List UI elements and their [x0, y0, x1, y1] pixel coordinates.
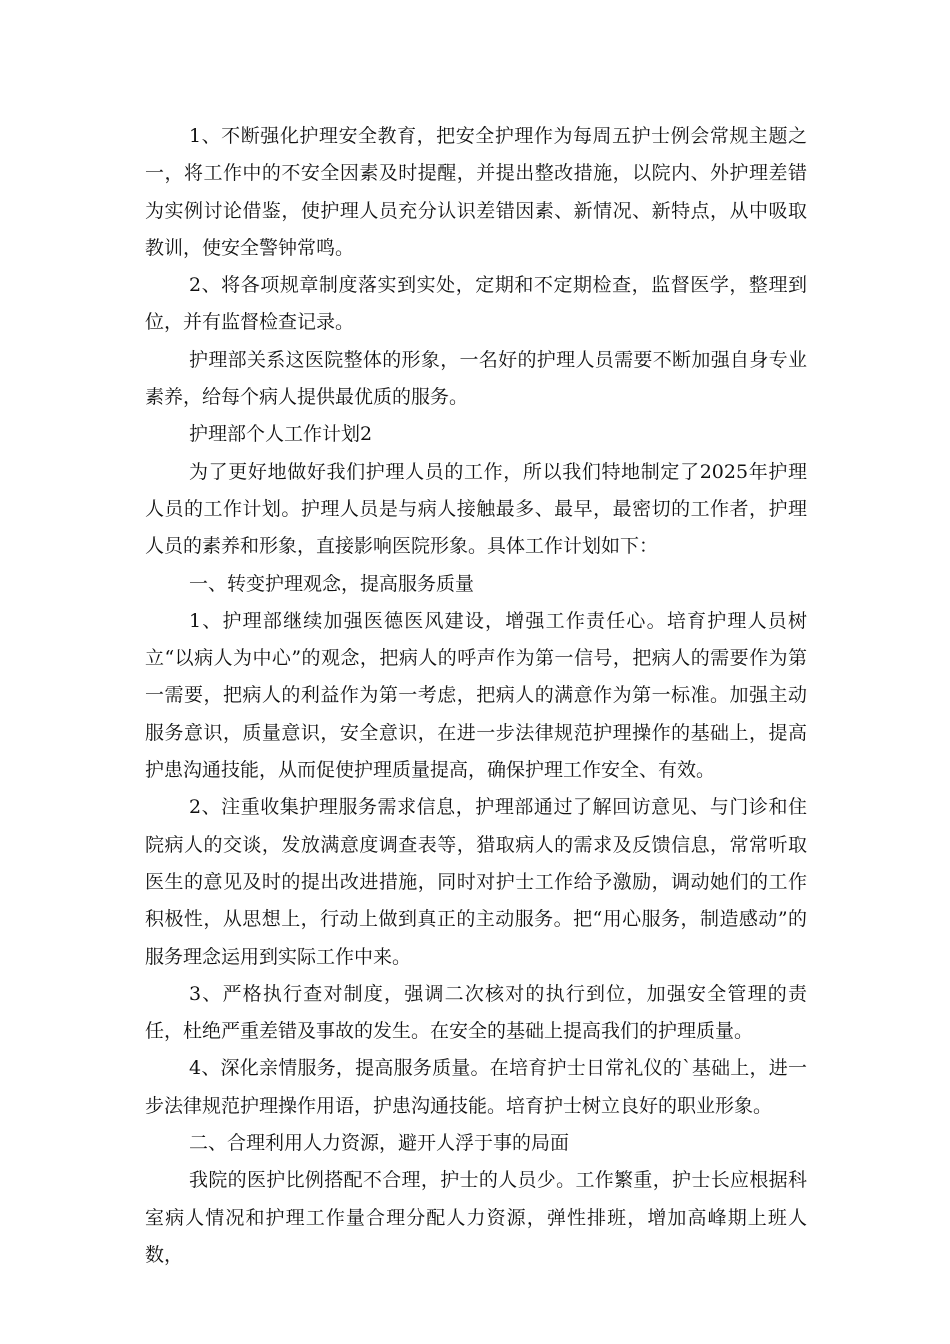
paragraph-rules-implementation: 2、将各项规章制度落实到实处，定期和不定期检查，监督医学，整理到位，并有监督检查记录。 [145, 274, 807, 334]
paragraph-check-system: 3、严格执行查对制度，强调二次核对的执行到位，加强安全管理的责任，杜绝严重差错及事故的发生。在安全的基础上提高我们的护理质量。 [145, 982, 807, 1043]
section-title-plan-2: 护理部个人工作计划2 [189, 423, 373, 446]
document-body [145, 118, 807, 1274]
paragraph-hospital-image: 护理部关系这医院整体的形象，一名好的护理人员需要不断加强自身专业素养，给每个病人提供最优质的服务。 [145, 348, 807, 409]
paragraph-safety-education: 1、不断强化护理安全教育，把安全护理作为每周五护士例会常规主题之一，将工作中的不安全因素及时提醒，并提出整改措施，以院内、外护理差错为实例讨论借鉴，使护理人员充分认识差错因素、新情况、新特点，从中吸取教训，使安全警钟常鸣。 [145, 125, 807, 259]
heading-change-concept: 一、转变护理观念，提高服务质量 [189, 572, 475, 595]
paragraph-staffing: 我院的医护比例搭配不合理，护士的人员少。工作繁重，护士长应根据科室病人情况和护理工作量合理分配人力资源，弹性排班，增加高峰期上班人数， [145, 1169, 807, 1266]
heading-human-resources: 二、合理利用人力资源，避开人浮于事的局面 [189, 1132, 570, 1155]
paragraph-ethics-building: 1、护理部继续加强医德医风建设，增强工作责任心。培育护理人员树立“以病人为中心”的观念，把病人的呼声作为第一信号，把病人的需要作为第一需要，把病人的利益作为第一考虑，把病人的满意作为第一标准。加强主动服务意识，质量意识，安全意识，在进一步法律规范护理操作的基础上，提高护患沟通技能，从而促使护理质量提高，确保护理工作安全、有效。 [145, 609, 807, 782]
paragraph-feedback-collection: 2、注重收集护理服务需求信息，护理部通过了解回访意见、与门诊和住院病人的交谈，发放满意度调查表等，猎取病人的需求及反馈信息，常常听取医生的意见及时的提出改进措施，同时对护士工作给予激励，调动她们的工作积极性，从思想上，行动上做到真正的主动服务。把“用心服务，制造感动”的服务理念运用到实际工作中来。 [145, 796, 807, 968]
paragraph-caring-service: 4、深化亲情服务，提高服务质量。在培育护士日常礼仪的`基础上，进一步法律规范护理操作用语，护患沟通技能。培育护士树立良好的职业形象。 [145, 1057, 807, 1117]
paragraph-plan-intro: 为了更好地做好我们护理人员的工作，所以我们特地制定了2025年护理人员的工作计划。护理人员是与病人接触最多、最早，最密切的工作者，护理人员的素养和形象，直接影响医院形象。具体工作计划如下： [145, 460, 807, 558]
